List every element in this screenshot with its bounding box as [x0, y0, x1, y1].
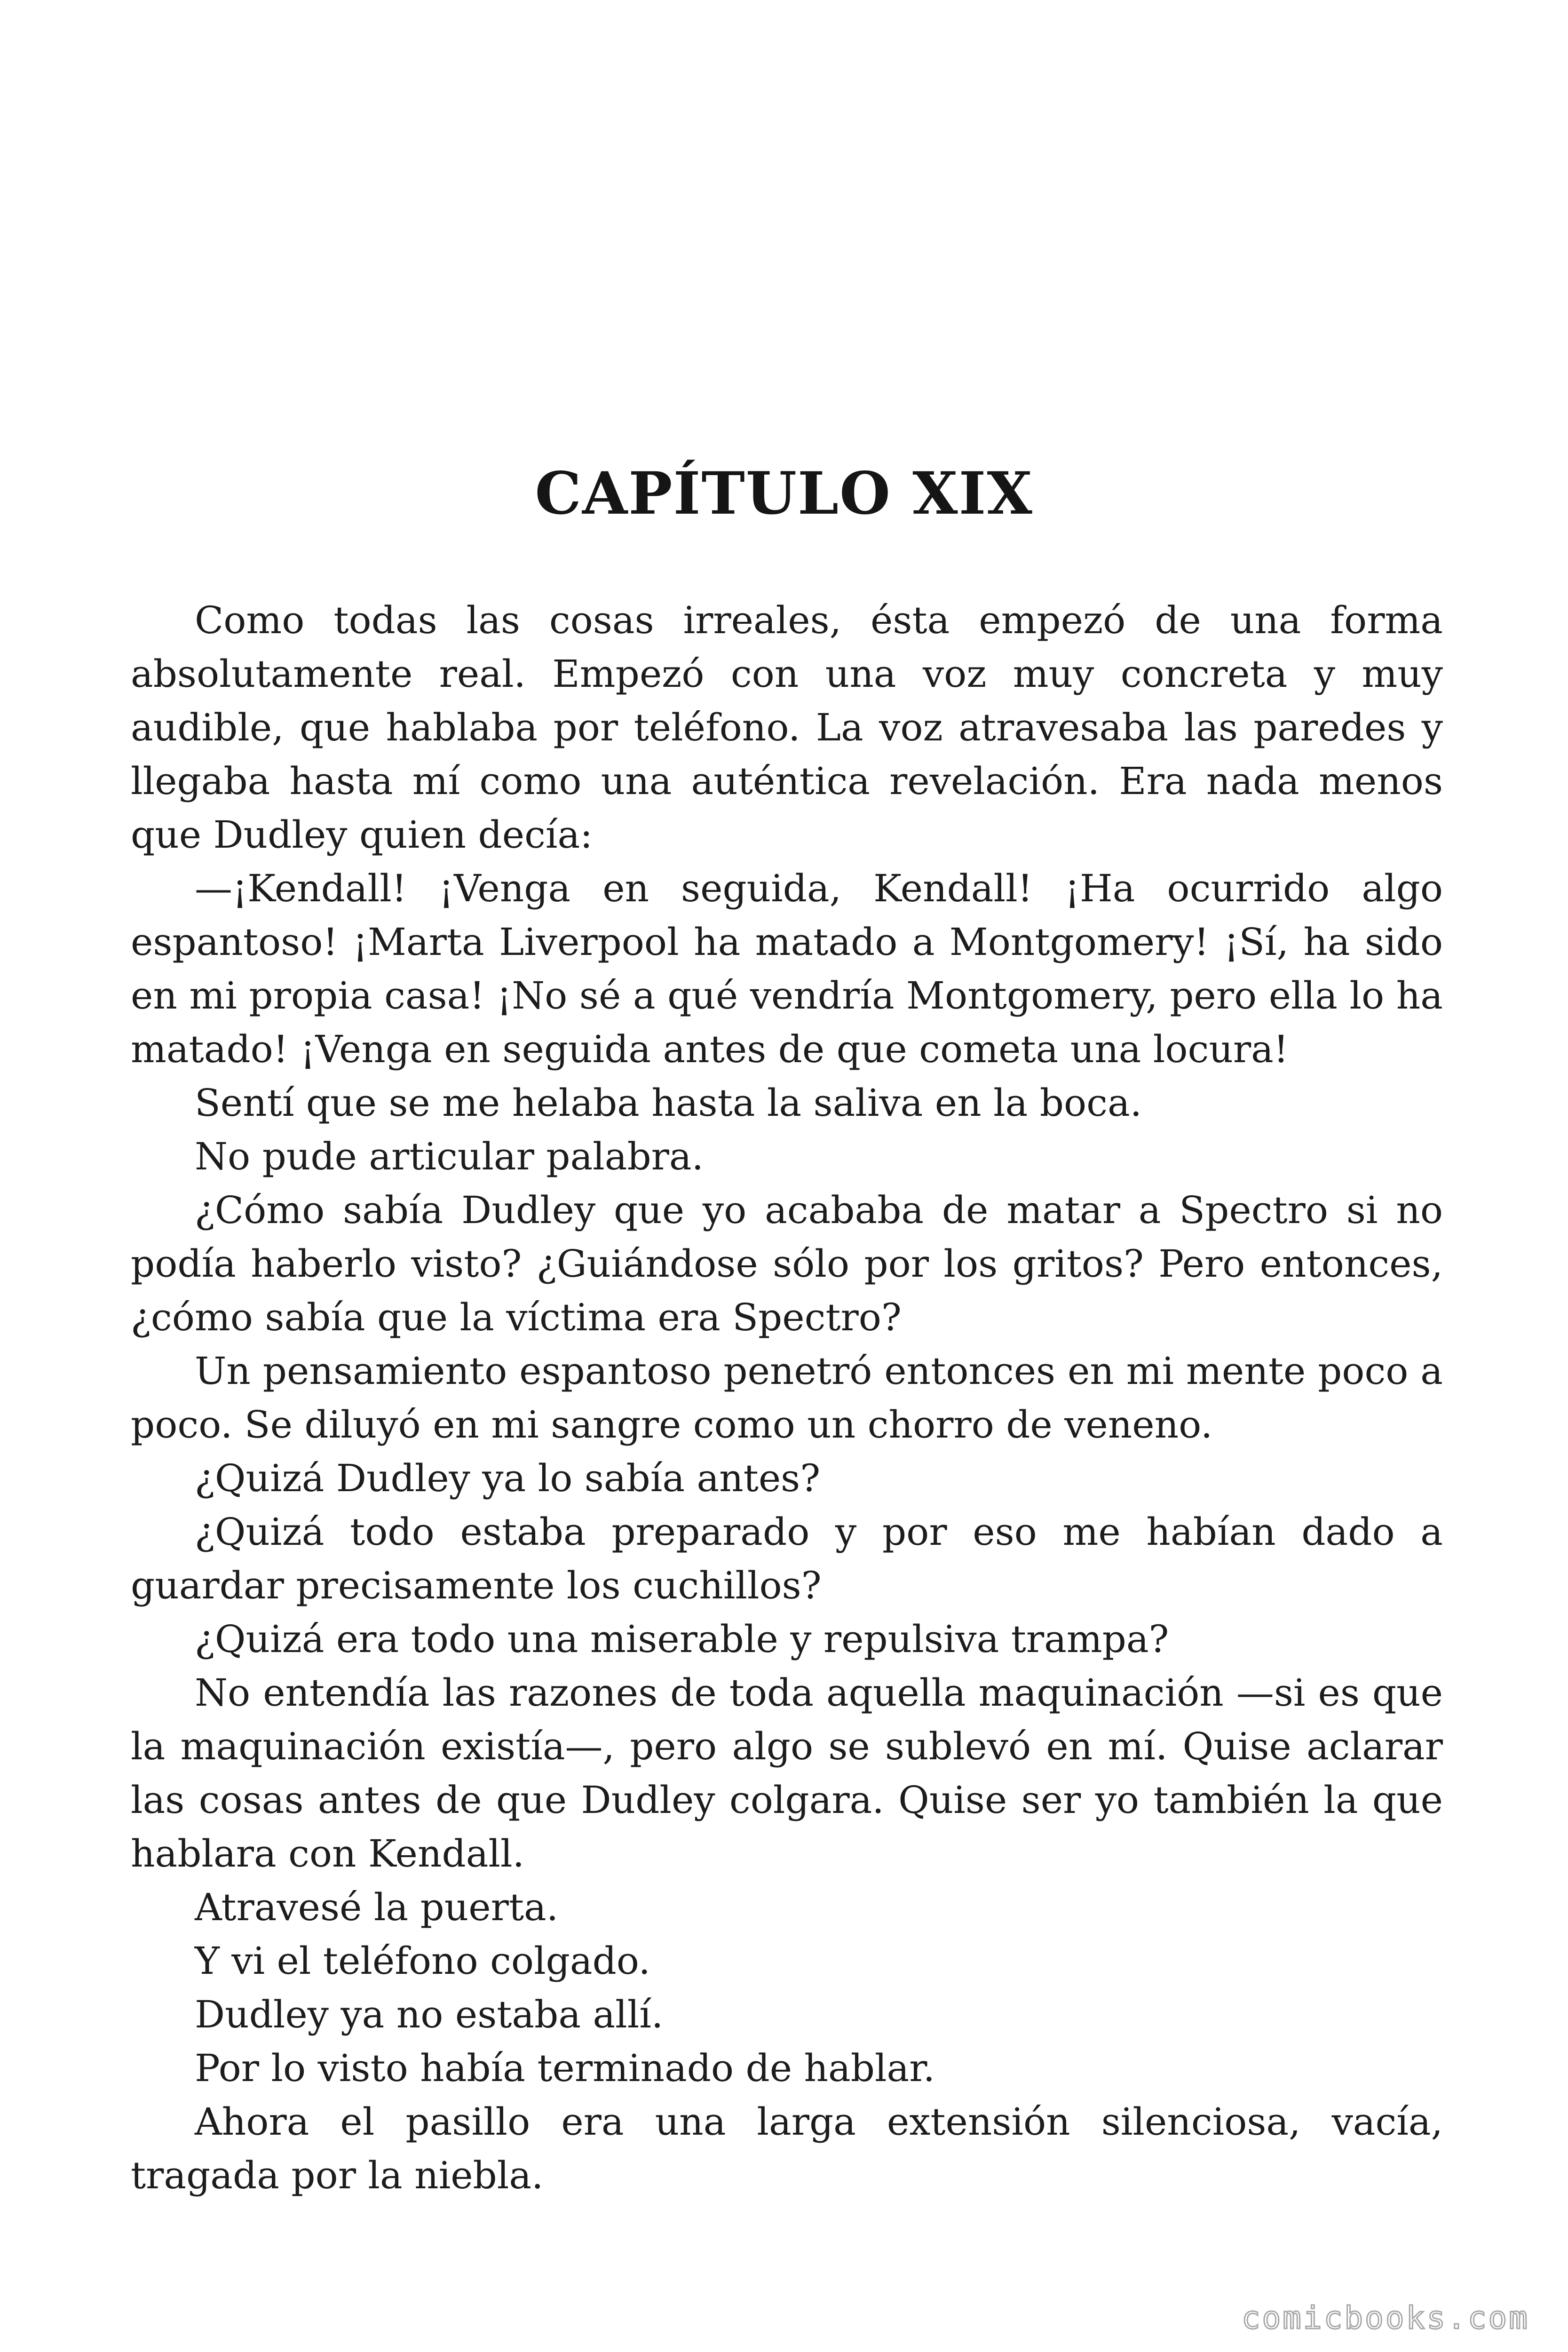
paragraph: Sentí que se me helaba hasta la saliva en la boca.	[195, 1081, 1142, 1125]
paragraph: ¿Quizá todo estaba preparado y por eso me habían dado a guardar precisamente los cuchillos?	[131, 1510, 1443, 1607]
paragraph: ¿Quizá era todo una miserable y repulsiva trampa?	[195, 1617, 1169, 1661]
paragraph: Ahora el pasillo era una larga extensión silenciosa, vacía, tragada por la niebla.	[131, 2100, 1443, 2197]
chapter-title: CAPÍTULO XIX	[535, 460, 1033, 528]
paragraph: No entendía las razones de toda aquella maquinación —si es que la maquinación existía—, pero algo se sublevó en mí. Quise aclarar las cosas antes de que Dudley colgara. Quise ser yo también la que hablara con Kendall.	[131, 1671, 1443, 1875]
paragraph: Dudley ya no estaba allí.	[195, 1993, 664, 2036]
paragraph: Como todas las cosas irreales, ésta empezó de una forma absolutamente real. Empezó con una voz muy concreta y muy audible, que hablaba por teléfono. La voz atravesaba las paredes y llegaba hasta mí como una auténtica revelación. Era nada menos que Dudley quien decía:	[131, 598, 1443, 857]
paragraph: ¿Quizá Dudley ya lo sabía antes?	[195, 1456, 821, 1500]
watermark: comicbooks.com	[1241, 2300, 1529, 2336]
paragraph: Por lo visto había terminado de hablar.	[195, 2046, 935, 2090]
chapter-body	[131, 594, 1443, 2202]
paragraph: Un pensamiento espantoso penetró entonces en mi mente poco a poco. Se diluyó en mi sangre como un chorro de veneno.	[131, 1349, 1443, 1446]
paragraph: —¡Kendall! ¡Venga en seguida, Kendall! ¡Ha ocurrido algo espantoso! ¡Marta Liverpool ha matado a Montgomery! ¡Sí, ha sido en mi propia casa! ¡No sé a qué vendría Montgomery, pero ella lo ha matado! ¡Venga en seguida antes de que cometa una locura!	[131, 866, 1443, 1071]
paragraph: Y vi el teléfono colgado.	[195, 1939, 650, 1983]
paragraph: ¿Cómo sabía Dudley que yo acababa de matar a Spectro si no podía haberlo visto? ¿Guiándose sólo por los gritos? Pero entonces, ¿cómo sabía que la víctima era Spectro?	[131, 1188, 1443, 1339]
paragraph: No pude articular palabra.	[195, 1135, 704, 1178]
paragraph: Atravesé la puerta.	[195, 1885, 559, 1929]
